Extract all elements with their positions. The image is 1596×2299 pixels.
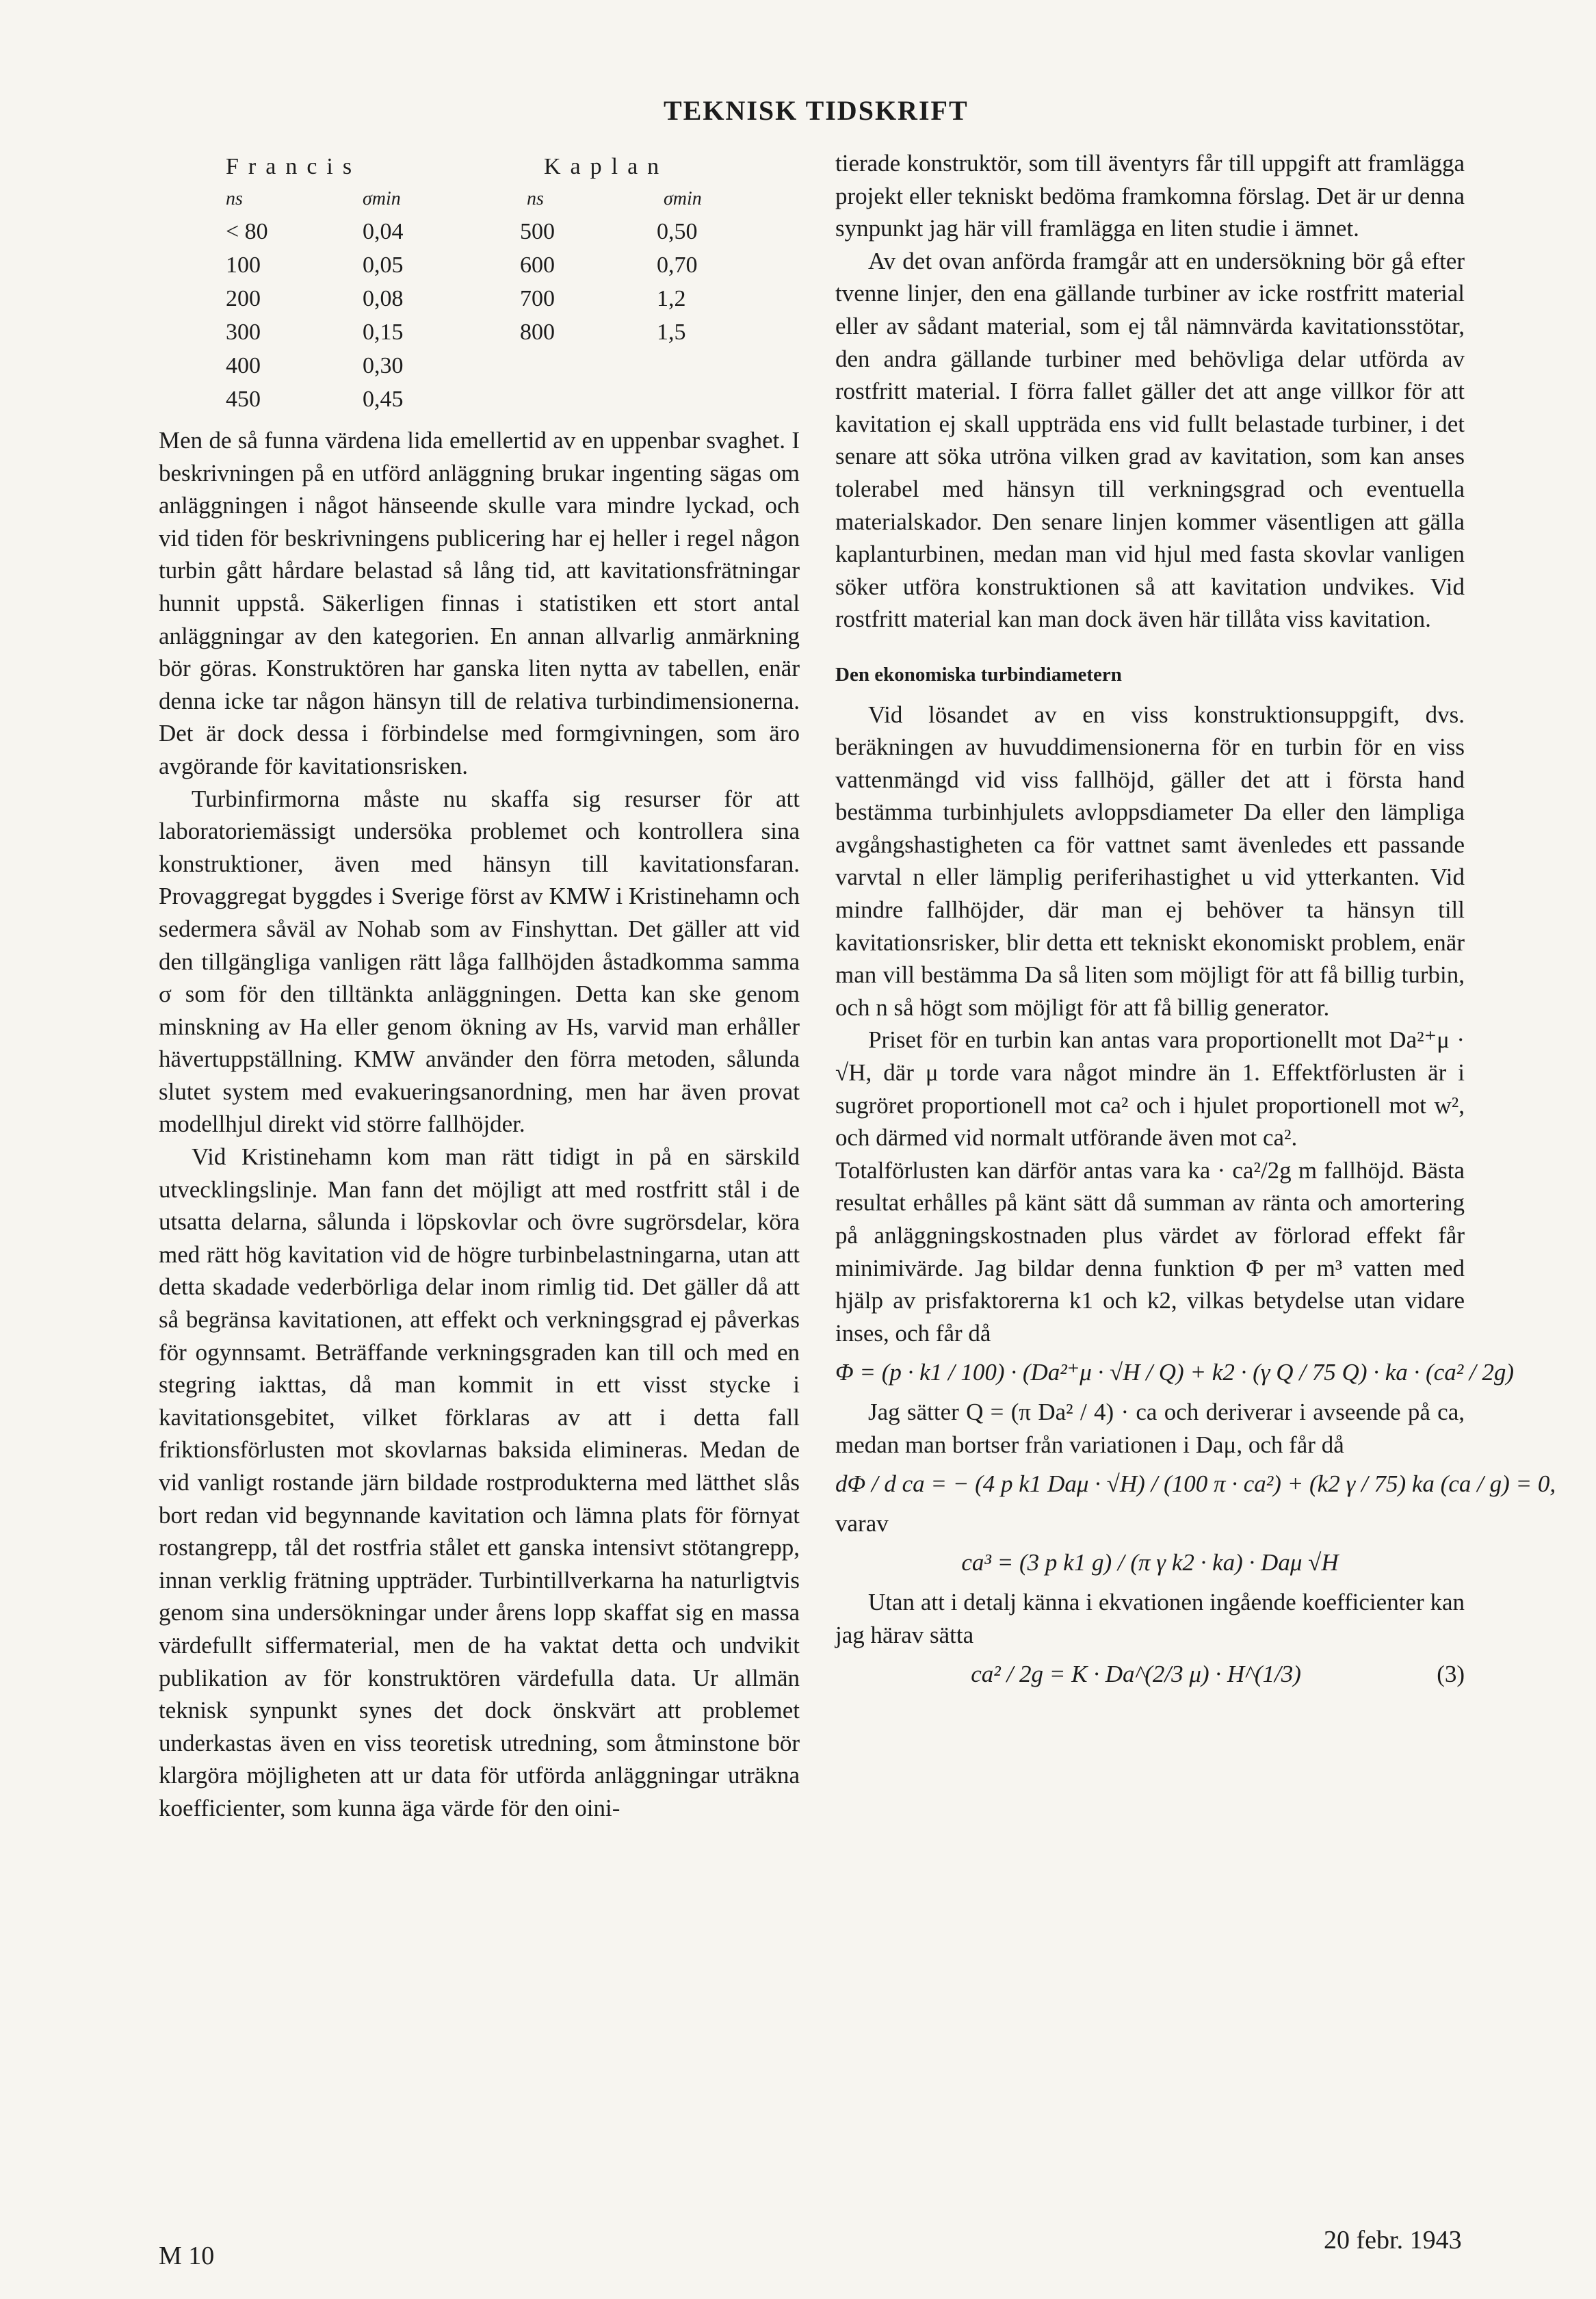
right-paragraph-1: tierade konstruktör, som till äventyrs får till uppgift att framlägga projekt eller tekniskt bedöma framkomna förslag. Det är ur denna synpunkt jag här vill framlägga en liten studie i ämnet.: [835, 150, 1465, 242]
equation-3-number: (3): [1437, 1661, 1465, 1688]
francis-ns-cell: 100: [226, 252, 261, 278]
francis-ns-cell: 450: [226, 387, 261, 412]
kaplan-sigma-label: σmin: [664, 188, 702, 209]
francis-ns-cell: < 80: [226, 219, 268, 244]
issue-date: 20 febr. 1943: [1324, 2226, 1462, 2255]
right-paragraph-5: Totalförlusten kan därför antas vara ka · ca²/2g m fallhöjd. Bästa resultat erhålles på känt sätt då summan av ränta och amortering på anläggningskostnaden plus värdet av förlorad effekt får minimivärde. Jag bildar denna funktion Φ per m³ vatten med hjälp av prisfaktorerna k1 och k2, vilkas betydelse utan vidare inses, och får då: [835, 1156, 1465, 1347]
kaplan-ns-cell: 700: [520, 286, 555, 311]
equation-phi: Φ = (p · k1 / 100) · (Da²⁺μ · √H / Q) + k2 · (γ Q / 75 Q) · ka · (ca² / 2g): [835, 1359, 1515, 1386]
journal-title: TEKNISK TIDSKRIFT: [664, 95, 969, 126]
right-paragraph-6: Jag sätter Q = (π Da² / 4) · ca och deriverar i avseende på ca, medan man bortser från variationen i Daμ, och får då: [835, 1398, 1465, 1458]
equation-derivative: dΦ / d ca = − (4 p k1 Daμ · √H) / (100 π · ca²) + (k2 γ / 75) ka (ca / g) = 0,: [835, 1470, 1556, 1498]
kaplan-ns-cell: 500: [520, 219, 555, 244]
francis-heading: Francis: [226, 154, 362, 179]
francis-ns-cell: 300: [226, 320, 261, 345]
page-number: M 10: [159, 2242, 215, 2270]
right-paragraph-4: Priset för en turbin kan antas vara proportionellt mot Da²⁺μ · √H, där μ torde vara något mindre än 1. Effektförlusten är i sugröret proportionell mot ca² och i hjulet proportionell mot w², och därmed vid normalt utförande även mot ca².: [835, 1026, 1465, 1152]
francis-sigma-cell: 0,04: [363, 219, 404, 244]
right-paragraph-varav: varav: [835, 1509, 889, 1537]
equation-3: [835, 1658, 1465, 1691]
francis-sigma-label: σmin: [363, 188, 401, 209]
kaplan-sigma-cell: 0,70: [657, 252, 698, 278]
francis-sigma-cell: 0,15: [363, 320, 404, 345]
left-column: [159, 424, 800, 1825]
right-paragraph-7: Utan att i detalj känna i ekvationen ingående koefficienter kan jag härav sätta: [835, 1588, 1465, 1648]
francis-ns-cell: 200: [226, 286, 261, 311]
kaplan-ns-cell: 600: [520, 252, 555, 278]
francis-sigma-cell: 0,08: [363, 286, 404, 311]
francis-sigma-cell: 0,45: [363, 387, 404, 412]
right-column: [835, 147, 1556, 1698]
section-heading: Den ekonomiska turbindiametern: [835, 663, 1122, 686]
left-paragraph-2: Turbinfirmorna måste nu skaffa sig resurser för att laboratoriemässigt undersöka problemet och kontrollera sina konstruktioner, även med hänsyn till kavitationsfaran. Provaggregat byggdes i Sverige först av KMW i Kristinehamn och sedermera såväl av Nohab som av Finshyttan. Det gäller att vid den tillgängliga vanligen rätt låga fallhöjden åstadkomma samma σ som för den tilltänkta anläggningen. Detta kan ske genom minskning av Ha eller genom ökning av Hs, varvid man erhåller hävertuppställning. KMW använder den förra metoden, sålunda slutet system med evakueringsanordning, men har även provat modellhjul direkt vid större fallhöjder.: [159, 785, 800, 1138]
francis-sigma-cell: 0,30: [363, 353, 404, 378]
kaplan-heading: Kaplan: [544, 154, 669, 179]
kaplan-sigma-cell: 0,50: [657, 219, 698, 244]
equation-3-body: ca² / 2g = K · Da^(2/3 μ) · H^(1/3): [971, 1661, 1301, 1688]
kaplan-ns-cell: 800: [520, 320, 555, 345]
francis-sigma-cell: 0,05: [363, 252, 404, 278]
left-paragraph-1: Men de så funna värdena lida emellertid av en uppenbar svaghet. I beskrivningen på en utförd anläggning brukar ingenting sägas om anläggningen i något hänseende skulle vara mindre lyckad, och vid tiden för beskrivningens publicering har ej heller i regel någon turbin gått hårdare belastad så lång tid, att kavitationsfrätningar hunnit uppstå. Säkerligen finnas i statistiken ett stort antal anläggningar av den kategorien. En annan allvarlig anmärkning bör göras. Konstruktören har ganska liten nytta av tabellen, enär denna icke tar någon hänsyn till de relativa turbindimensionerna. Det är dock dessa i förbindelse med formgivningen, som äro avgörande för kavitationsrisken.: [159, 427, 800, 779]
right-paragraph-3: Vid lösandet av en viss konstruktionsuppgift, dvs. beräkningen av huvuddimensionerna för en turbin för en viss vattenmängd vid viss fallhöjd, gäller det att i första hand bestämma turbinhjulets avloppsdiameter Da eller den lämpliga avgångshastigheten ca för vattnet samt ävenledes ett passande varvtal n eller lämplig periferihastighet u vid ytterkanten. Vid mindre fallhöjder, där man ej behöver ta hänsyn till kavitationsrisker, blir detta ett tekniskt ekonomiskt problem, enär man vill bestämma Da så liten som möjligt för att få billig turbin, och n så högt som möjligt för att få billig generator.: [835, 701, 1465, 1021]
kaplan-sigma-cell: 1,2: [657, 286, 686, 311]
right-paragraph-2: Av det ovan anförda framgår att en undersökning bör gå efter tvenne linjer, den ena gällande turbiner av icke rostfritt material eller av sådant material, som ej tål nämnvärda kavitationsstötar, den andra gällande turbiner med behövliga delar utförda av rostfritt material. I förra fallet gäller det att ange villkor för att kavitation ej skall uppträda ens vid fullt belastade turbiner, i det senare att söka utröna vilken grad av kavitation, som kan anses tolerabel med hänsyn till verkningsgrad och eventuella materialskador. Den senare linjen kommer väsentligen att gälla kaplanturbinen, medan man vid hjul med fasta skovlar vanligen söker utföra konstruktionen så att kavitation undvikes. Vid rostfritt material kan man dock även här tillåta viss kavitation.: [835, 247, 1465, 633]
kaplan-ns-label: ns: [527, 188, 544, 209]
francis-ns-cell: 400: [226, 353, 261, 378]
francis-ns-label: ns: [226, 188, 243, 209]
equation-ca-cubed: ca³ = (3 p k1 g) / (π γ k2 · ka) · Daμ √H: [961, 1549, 1339, 1576]
kaplan-sigma-cell: 1,5: [657, 320, 686, 345]
left-paragraph-3: Vid Kristinehamn kom man rätt tidigt in på en särskild utvecklingslinje. Man fann det möjligt att med rostfritt stål i de utsatta delarna, sålunda i löpskovlar och övre sugrörsdelar, köra med rätt hög kavitation vid de högre turbinbelastningarna, utan att detta skadade vederbörliga delar inom rimlig tid. Det gäller då att så begränsa kavitationen, att effekt och verkningsgrad ej påverkas för ogynnsamt. Beträffande verkningsgraden kan till och med en stegring iakttas, då man kommit in ett visst stycke i kavitationsgebitet, vilket förklaras av att i detta fall friktionsförlusten mot skovlarnas baksida elimineras. Medan de vid vanligt rostande järn bildade rostprodukterna med lätthet slås bort redan vid begynnande kavitation och lämna plats för förnyat rostangrepp, tål det rostfria stålet ett ganska intensivt stötangrepp, innan verklig frätning uppträder. Turbintillverkarna ha naturligtvis genom sina undersökningar under årens lopp skaffat sig en massa värdefullt siffermaterial, men de ha vaktat detta och undvikit publikation av för konstruktören värdefulla data. Ur allmän teknisk synpunkt synes det dock önskvärt att problemet underkastas även en viss teoretisk utredning, som åtminstone bör klargöra möjligheten att ur data för utförda anläggningar uträkna koefficienter, som kunna äga värde för den oini-: [159, 1143, 800, 1821]
